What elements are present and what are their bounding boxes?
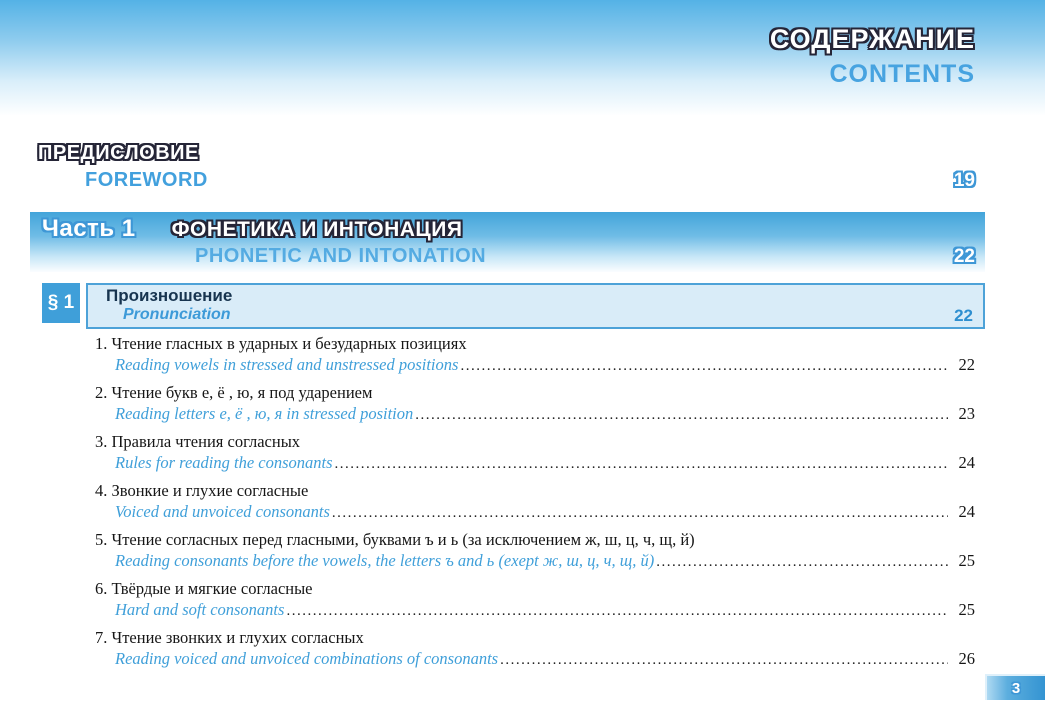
foreword-page-number: 19 bbox=[953, 170, 975, 191]
part1-banner-line2 bbox=[42, 245, 975, 268]
toc-item-row bbox=[95, 551, 975, 573]
toc-item-row bbox=[95, 649, 975, 671]
toc-item bbox=[95, 432, 975, 474]
dot-leader bbox=[500, 650, 948, 671]
toc-item-title-en: Reading consonants before the vowels, the letters ъ and ь (exept ж, ш, ц, ч, щ, й) bbox=[115, 550, 655, 570]
toc-item-row bbox=[95, 404, 975, 426]
toc-item-title-en: Voiced and unvoiced consonants bbox=[115, 501, 330, 521]
part1-banner-line1 bbox=[42, 215, 975, 243]
part1-label: Часть 1 bbox=[42, 215, 136, 242]
toc-item-page-number: 26 bbox=[958, 648, 975, 668]
toc-item-row bbox=[95, 600, 975, 622]
contents-title-en: CONTENTS bbox=[829, 60, 975, 88]
toc-item-title-ru: 2. Чтение букв е, ё , ю, я под ударением bbox=[95, 383, 373, 402]
toc-item-title-en: Reading voiced and unvoiced combinations of consonants bbox=[115, 648, 499, 668]
toc-item-page-number: 23 bbox=[958, 403, 975, 423]
toc-item bbox=[95, 383, 975, 425]
part1-title-en: PHONETIC AND INTONATION bbox=[195, 245, 487, 267]
page-number: 3 bbox=[1011, 679, 1021, 697]
toc-item-title-en: Reading vowels in stressed and unstressed positions bbox=[115, 354, 459, 374]
toc-item bbox=[95, 481, 975, 523]
toc-item-row bbox=[95, 355, 975, 377]
dot-leader bbox=[332, 503, 948, 524]
toc-item-page-number: 24 bbox=[958, 452, 975, 472]
toc-item-title-en: Rules for reading the consonants bbox=[115, 452, 333, 472]
section1-badge: § 1 bbox=[42, 283, 80, 323]
toc-item-row bbox=[95, 453, 975, 475]
foreword-title-en: FOREWORD bbox=[85, 169, 208, 191]
toc-item-title-ru: 5. Чтение согласных перед гласными, буквами ъ и ь (за исключением ж, ш, ц, ч, щ, й) bbox=[95, 530, 695, 549]
dot-leader bbox=[460, 356, 948, 377]
toc-item-title-en: Reading letters е, ё , ю, я in stressed position bbox=[115, 403, 414, 423]
toc-item bbox=[95, 628, 975, 670]
page-header bbox=[0, 0, 975, 89]
toc-item-page-number: 24 bbox=[958, 501, 975, 521]
toc-item-title-ru: 1. Чтение гласных в ударных и безударных позициях bbox=[95, 334, 467, 353]
dot-leader bbox=[286, 601, 948, 622]
section1-box bbox=[86, 283, 985, 329]
contents-title-ru: СОДЕРЖАНИЕ bbox=[769, 24, 975, 54]
section1-page-number: 22 bbox=[954, 306, 973, 325]
dot-leader bbox=[415, 405, 948, 426]
foreword-row bbox=[38, 169, 975, 192]
part1-page-number: 22 bbox=[953, 246, 975, 267]
toc-item-title-ru: 4. Звонкие и глухие согласные bbox=[95, 481, 309, 500]
page-number-badge bbox=[985, 674, 1045, 700]
toc-item-title-ru: 6. Твёрдые и мягкие согласные bbox=[95, 579, 313, 598]
dot-leader bbox=[335, 454, 948, 475]
toc-item-page-number: 25 bbox=[958, 550, 975, 570]
toc-item-list bbox=[95, 334, 975, 677]
toc-item bbox=[95, 579, 975, 621]
section1-title-en: Pronunciation bbox=[123, 306, 231, 323]
section1-title-ru: Произношение bbox=[106, 286, 233, 305]
part1-title-ru: ФОНЕТИКА И ИНТОНАЦИЯ bbox=[171, 218, 463, 241]
toc-item-page-number: 25 bbox=[958, 599, 975, 619]
toc-item bbox=[95, 530, 975, 572]
toc-item-page-number: 22 bbox=[958, 354, 975, 374]
section1-entry bbox=[42, 283, 985, 329]
foreword-entry bbox=[38, 142, 975, 192]
dot-leader bbox=[656, 552, 948, 573]
foreword-title-ru: ПРЕДИСЛОВИЕ bbox=[38, 142, 199, 164]
toc-item-title-en: Hard and soft consonants bbox=[115, 599, 285, 619]
part1-banner bbox=[30, 212, 985, 272]
toc-item-title-ru: 7. Чтение звонких и глухих согласных bbox=[95, 628, 364, 647]
toc-item-row bbox=[95, 502, 975, 524]
toc-item-title-ru: 3. Правила чтения согласных bbox=[95, 432, 301, 451]
toc-item bbox=[95, 334, 975, 376]
